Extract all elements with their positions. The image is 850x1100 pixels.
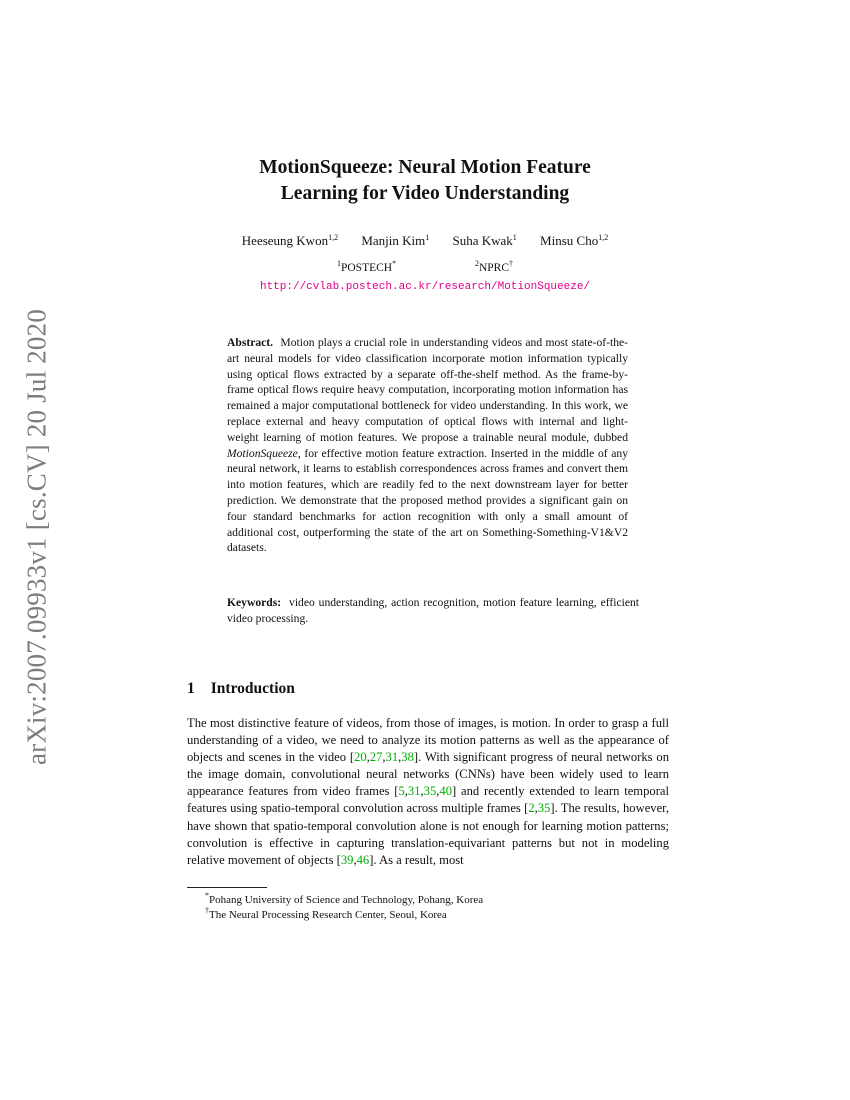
abstract-text: Motion plays a crucial role in understanding videos and most state-of-the-art neural models for video classification incorporate motion information typically using optical flows extracted by a separate off-the-shelf method. As the frame-by-frame optical flows require heavy computation, incorporating motion information has remained a major computational bottleneck for video understanding. In this work, we replace external and heavy computation of optical flows with internal and light-weight learning of motion features. We propose a trainable neural module, dubbed — [227, 336, 628, 444]
section-heading — [187, 680, 295, 698]
intro-paragraph: The most distinctive feature of videos, from those of images, is motion. In order to grasp a full understanding of a video, we need to analyze its motion patterns as well as the appearance of objects and scenes in the video [20,27,31,38]. With significant progress of neural networks on the image domain, convolutional neural networks (CNNs) have been widely used to learn appearance features from video frames [5,31,35,40] and recently extended to learn temporal features using spatio-temporal convolution across multiple frames [2,35]. The results, however, have shown that spatio-temporal convolution alone is not enough for learning motion patterns; convolution is effective in capturing translation-equivariant patterns but not in modeling relative movement of objects [39,46]. As a result, most — [187, 716, 670, 867]
title-line-1: MotionSqueeze: Neural Motion Feature — [259, 157, 591, 178]
citation-link[interactable]: 5 — [398, 784, 405, 799]
keywords — [227, 595, 639, 627]
module-name: MotionSqueeze — [227, 446, 298, 460]
project-url-link[interactable]: http://cvlab.postech.ac.kr/research/MotionSqueeze/ — [259, 281, 591, 293]
citation-link[interactable]: 35 — [423, 784, 437, 799]
arxiv-identifier: arXiv:2007.09933v1 [cs.CV] 20 Jul 2020 — [21, 308, 52, 766]
affiliation: $^1$POSTECH* — [336, 259, 397, 274]
citation-link[interactable]: 31 — [407, 784, 421, 799]
section-number: 1 — [187, 680, 195, 697]
citation-link[interactable]: 46 — [356, 852, 370, 867]
footnote: †The Neural Processing Research Center, Seoul, Korea — [205, 906, 447, 921]
abstract-text-cont: , for effective motion feature extraction. Inserted in the middle of any neural network, it learns to establish correspondences across frames and convert them into motion features, which are readily fed to the next downstream layer for better prediction. We demonstrate that the proposed method provides a significant gain on four standard benchmarks for action recognition with only a small amount of additional cost, outperforming the state of the art on Something-Something-V1&V2 datasets. — [227, 446, 628, 555]
citation-link[interactable]: 40 — [439, 784, 452, 799]
citation-link[interactable]: 38 — [401, 750, 414, 765]
author: Suha Kwak$^1$ — [452, 233, 517, 248]
author: Heeseung Kwon$^{1,2}$ — [241, 233, 339, 248]
abstract-label: Abstract. — [227, 336, 274, 349]
abstract — [227, 335, 628, 556]
citation-link[interactable]: 31 — [385, 750, 399, 765]
footnote-divider — [187, 887, 267, 888]
author-list — [0, 233, 850, 249]
keywords-label: Keywords: — [227, 596, 282, 609]
keywords-text: video understanding, action recognition, motion feature learning, efficient video processing. — [227, 596, 639, 625]
citation-link[interactable]: 2 — [528, 801, 535, 816]
footnote: *Pohang University of Science and Technology, Pohang, Korea — [205, 891, 484, 906]
title-line-2: Learning for Video Understanding — [280, 183, 570, 204]
citation-link[interactable]: 20 — [354, 750, 367, 765]
paper-title — [0, 155, 850, 207]
author: Minsu Cho$^{1,2}$ — [540, 233, 609, 248]
citation-link[interactable]: 27 — [369, 750, 383, 765]
citation-link[interactable]: 35 — [537, 801, 551, 816]
author: Manjin Kim$^1$ — [361, 233, 430, 248]
citation-link[interactable]: 39 — [340, 852, 354, 867]
affiliation-list — [0, 259, 850, 274]
section-title: Introduction — [210, 680, 295, 697]
affiliation: $^2$NPRC† — [474, 259, 514, 274]
